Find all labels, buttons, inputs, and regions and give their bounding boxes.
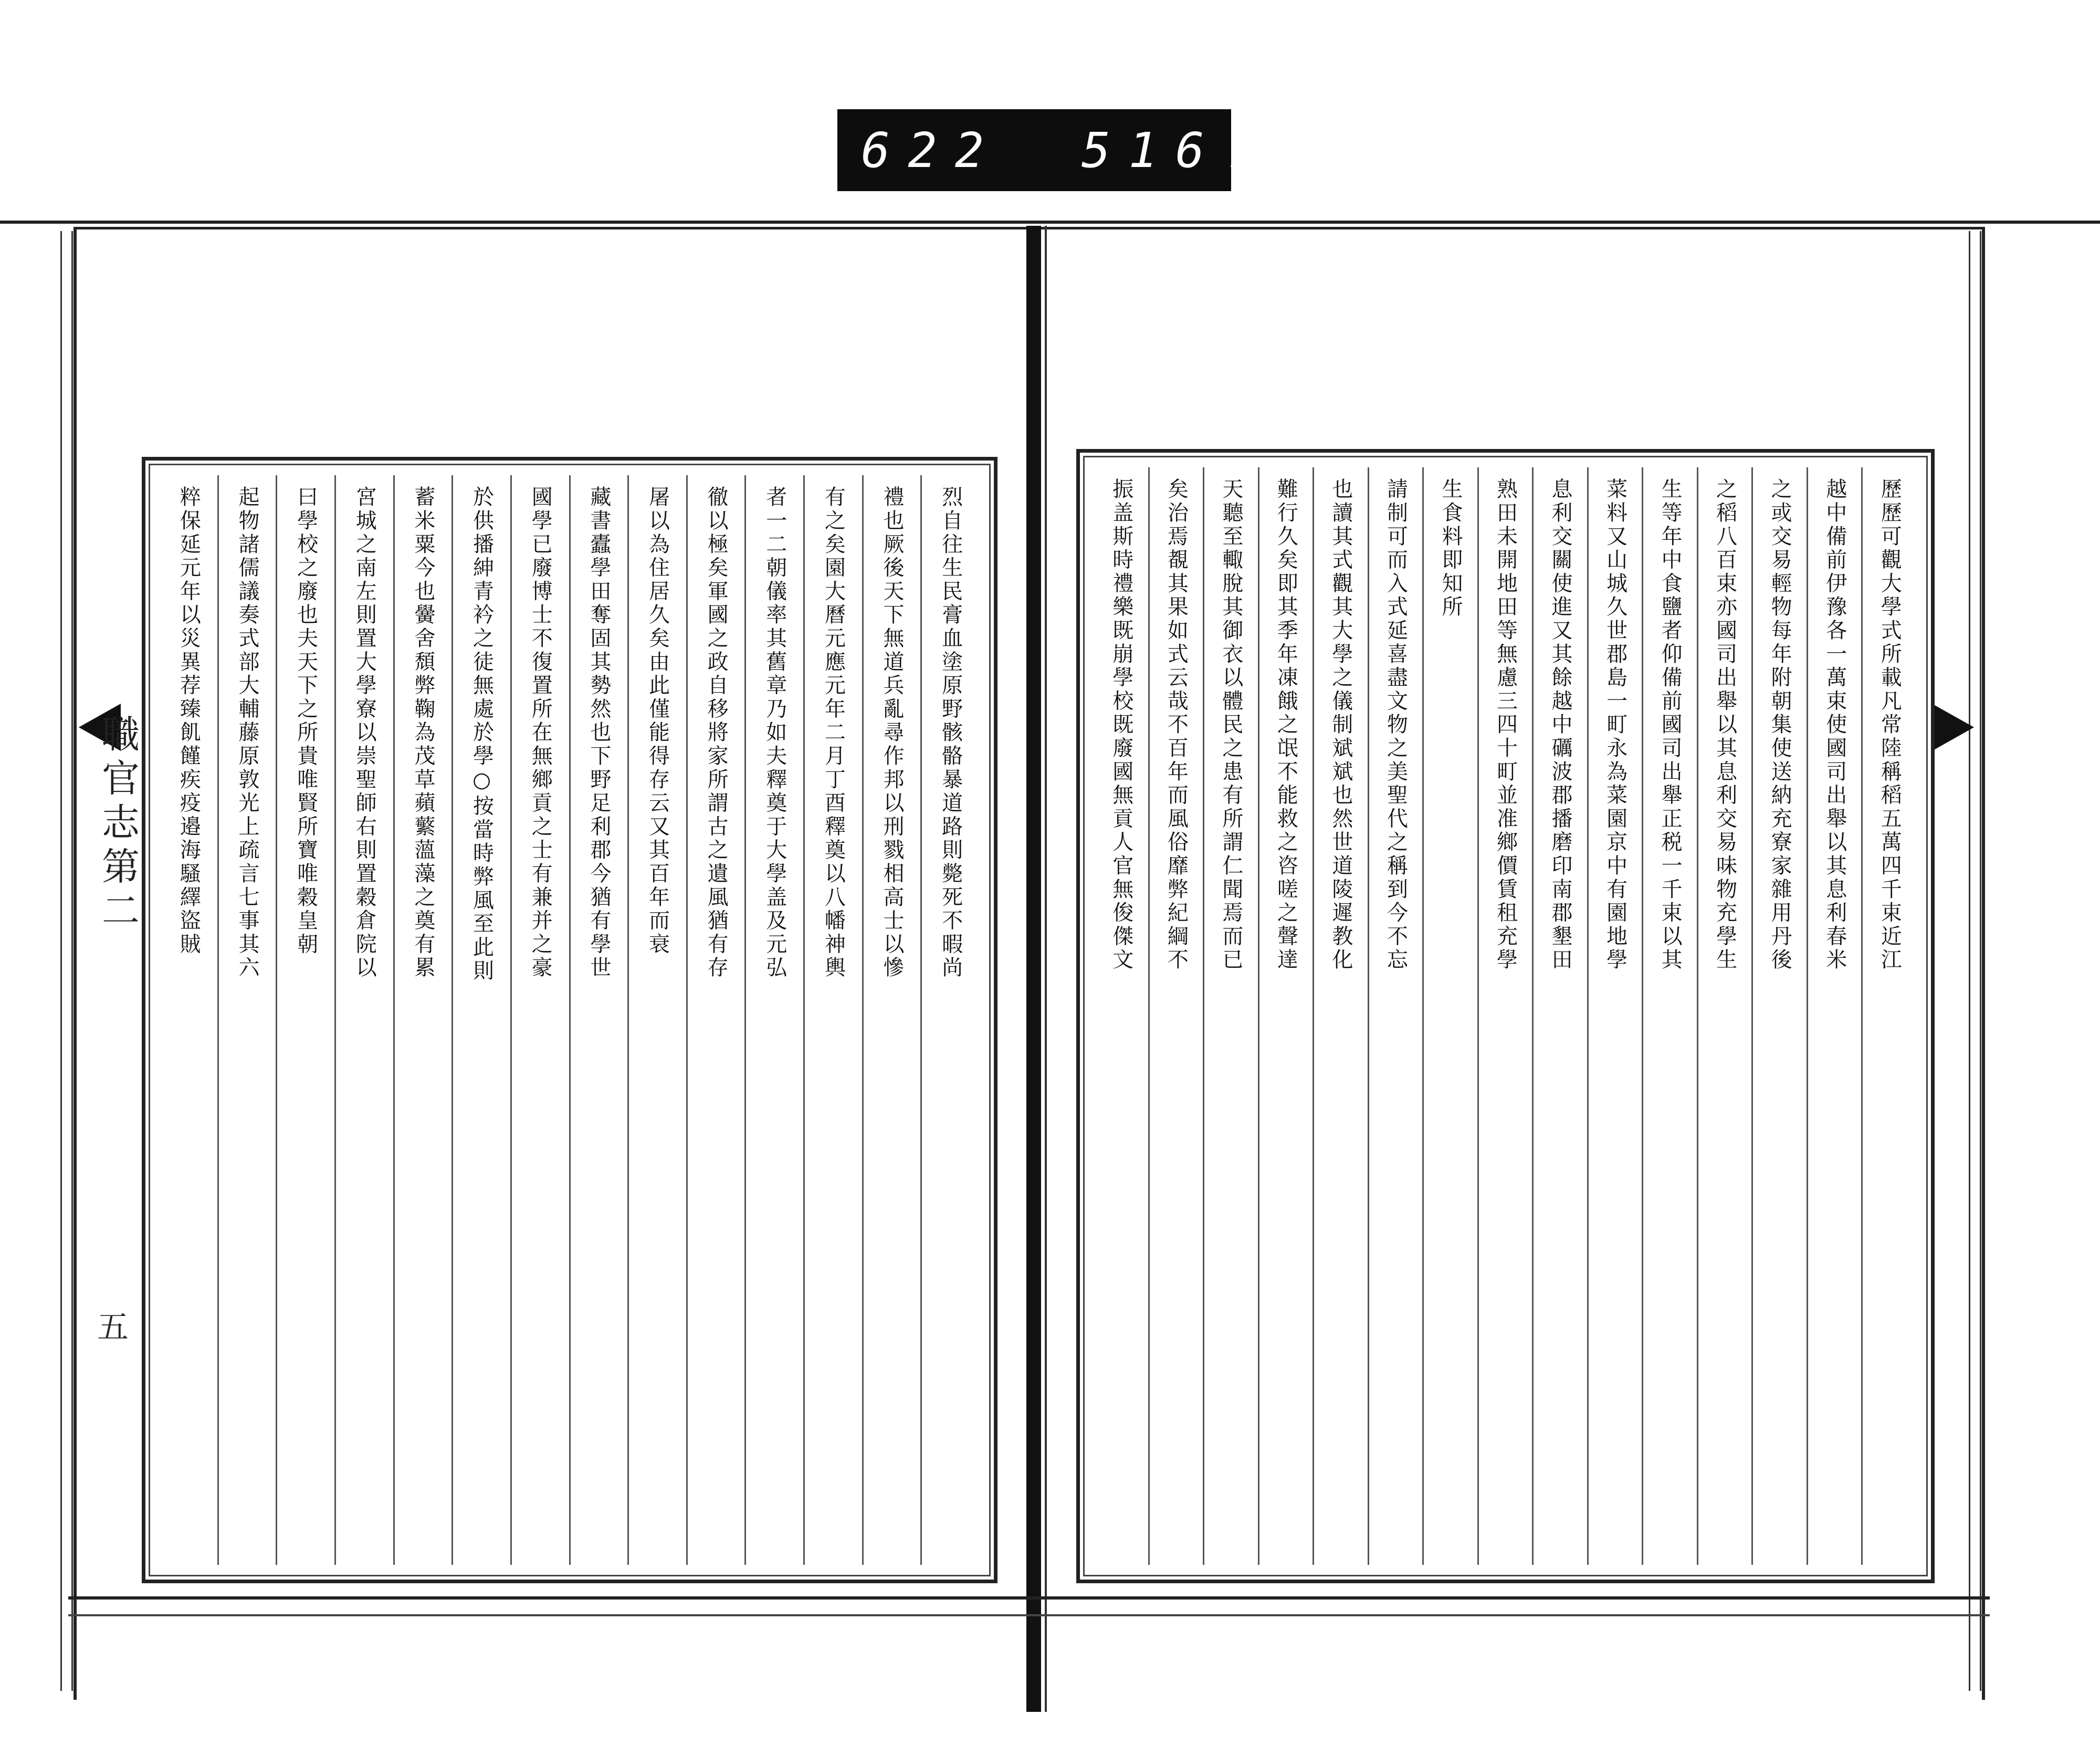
right-fold-marker	[1932, 704, 1974, 751]
text-column	[276, 475, 334, 1565]
spine-line	[1045, 226, 1047, 1712]
right-page-edge	[1969, 231, 1981, 1691]
margin-title: 職官志第二	[96, 714, 140, 935]
text-column	[1148, 467, 1203, 1565]
text-column	[1095, 467, 1148, 1565]
column-text: 天聽至輙脫其御衣以體民之患有所謂仁聞焉而已	[1219, 478, 1243, 972]
text-column	[1697, 467, 1752, 1565]
book-spine	[1026, 226, 1041, 1712]
column-text: 曰學校之廢也夫天下之所貴唯賢所寶唯穀皇朝	[293, 486, 318, 956]
column-text: 生等年中食鹽者仰備前國司出舉正税一千束以其	[1658, 478, 1683, 972]
book-bottom-edge	[68, 1596, 1990, 1616]
left-columns	[160, 475, 979, 1565]
text-column	[334, 475, 393, 1565]
text-column	[1368, 467, 1423, 1565]
text-column	[160, 475, 217, 1565]
text-column	[1312, 467, 1368, 1565]
text-column	[569, 475, 628, 1565]
column-text: 國學已廢博士不復置所在無鄉貢之士有兼并之豪	[528, 486, 553, 980]
text-column	[393, 475, 452, 1565]
text-column	[1642, 467, 1697, 1565]
column-text: 越中備前伊豫各一萬束使國司出舉以其息利春米	[1822, 478, 1847, 972]
right-columns	[1095, 467, 1916, 1565]
text-column	[862, 475, 921, 1565]
left-text-frame	[142, 457, 998, 1583]
column-text: 者一二朝儀率其舊章乃如夫釋奠于大學盖及元弘	[762, 486, 787, 980]
text-column	[1751, 467, 1807, 1565]
text-column	[627, 475, 686, 1565]
column-text: 起物諸儒議奏式部大輔藤原敦光上疏言七事其六	[235, 486, 259, 980]
text-column	[1422, 467, 1477, 1565]
column-text: 振盖斯時禮樂既崩學校既廢國無貢人官無俊傑文	[1109, 478, 1133, 972]
column-text: 請制可而入式延喜盡文物之美聖代之稱到今不忘	[1383, 478, 1408, 972]
column-text: 矣治焉覩其果如式云哉不百年而風俗靡弊紀綱不	[1164, 478, 1189, 972]
archive-number-left: 622	[861, 122, 1002, 179]
column-text: 禮也厥後天下無道兵亂尋作邦以刑戮相高士以慘	[880, 486, 905, 980]
text-column	[1203, 467, 1258, 1565]
text-column	[1477, 467, 1532, 1565]
column-text: 蓄米粟今也黌舍頹弊鞠為茂草蘋蘩薀藻之奠有累	[411, 486, 435, 980]
text-column	[1532, 467, 1587, 1565]
column-text: 息利交關使進又其餘越中礪波郡播磨印南郡墾田	[1548, 478, 1573, 972]
text-column	[217, 475, 276, 1565]
column-text: 生食料即知所	[1438, 478, 1463, 619]
text-column	[920, 475, 979, 1565]
text-column	[1861, 467, 1916, 1565]
text-column	[452, 475, 510, 1565]
column-text: 宮城之南左則置大學寮以崇聖師右則置穀倉院以	[352, 486, 377, 980]
column-text: 也讀其式觀其大學之儀制斌斌也然世道陵遲教化	[1328, 478, 1353, 972]
column-text: 烈自往生民膏血塗原野骸骼暴道路則斃死不暇尚	[938, 486, 963, 980]
column-text: 藏書蠹學田奪固其勢然也下野足利郡今猶有學世	[586, 486, 611, 980]
text-column	[744, 475, 803, 1565]
left-page-edge	[60, 231, 73, 1691]
text-column	[803, 475, 862, 1565]
text-column	[1258, 467, 1313, 1565]
column-text: 粹保延元年以災異荐臻飢饉疾疫邉海騷繹盜賊	[176, 486, 201, 956]
text-column	[510, 475, 569, 1565]
archive-number-label	[837, 109, 1269, 191]
column-text: 之稻八百束亦國司出舉以其息利交易味物充學生	[1713, 478, 1737, 972]
margin-page-number: 五	[97, 1309, 129, 1346]
column-text: 有之矣園大曆元應元年二月丁酉釋奠以八幡神輿	[821, 486, 846, 980]
column-text: 之或交易輕物每年附朝集使送納充寮家雜用丹後	[1768, 478, 1792, 972]
column-text: 徹以極矣軍國之政自移將家所謂古之遺風猶有存	[704, 486, 729, 980]
column-text: 熟田未開地田等無慮三四十町並准鄉價賃租充學	[1493, 478, 1518, 972]
text-column	[1807, 467, 1862, 1565]
archive-number-right: 516.	[1082, 122, 1269, 179]
column-text: 於供播紳青衿之徒無處於學○按當時弊風至此則	[469, 486, 494, 983]
right-text-frame	[1076, 449, 1935, 1583]
text-column	[1587, 467, 1642, 1565]
text-column	[686, 475, 745, 1565]
column-text: 菜料又山城久世郡島一町永為菜園京中有園地學	[1603, 478, 1628, 972]
column-text: 難行久矣即其季年凍餓之氓不能救之咨嗟之聲達	[1274, 478, 1298, 972]
column-text: 歷歷可觀大學式所載凡常陸稱稻五萬四千束近江	[1877, 478, 1902, 972]
column-text: 屠以為住居久矣由此僅能得存云又其百年而衰	[645, 486, 670, 956]
